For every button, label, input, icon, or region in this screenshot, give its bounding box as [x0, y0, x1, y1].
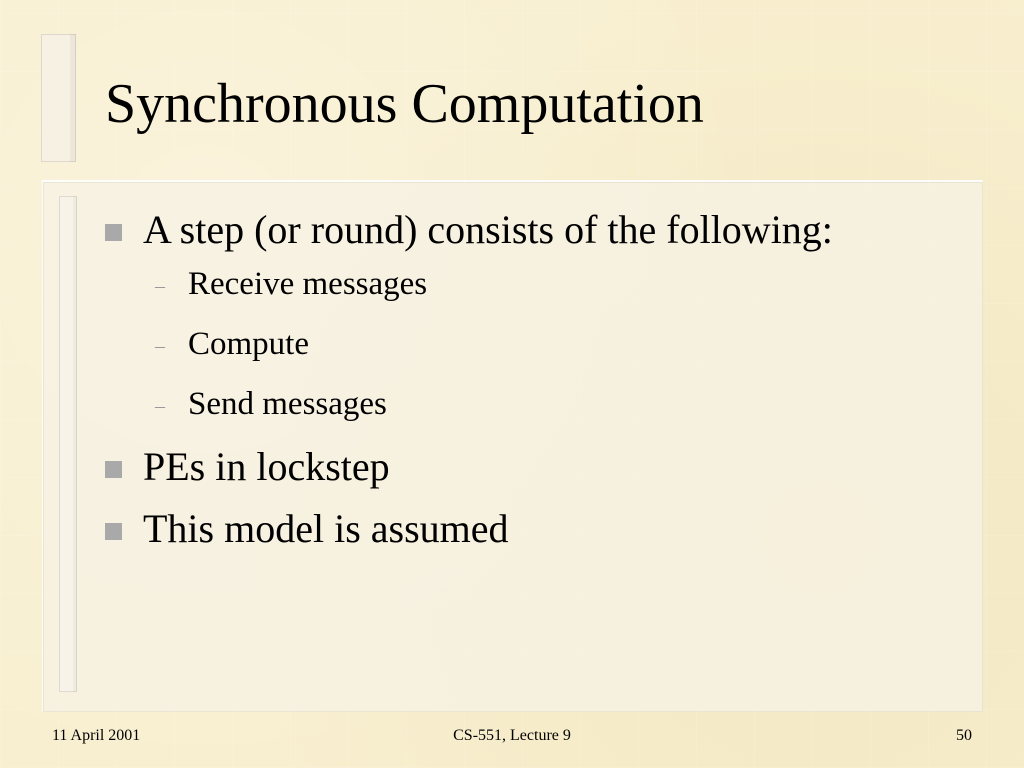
sub-bullet-item-receive — [155, 264, 965, 308]
dash-bullet-icon: – — [155, 395, 165, 417]
bullet-item-model — [105, 505, 965, 553]
square-bullet-icon — [105, 523, 122, 540]
dash-bullet-icon: – — [155, 335, 165, 357]
sub-bullet-text: Compute — [188, 326, 309, 362]
square-bullet-icon — [105, 224, 122, 241]
sub-bullet-item-compute — [155, 324, 965, 368]
slide-title: Synchronous Computation — [105, 73, 704, 135]
footer-course: CS-551, Lecture 9 — [453, 727, 571, 744]
bullet-list — [105, 206, 965, 553]
slide-footer — [0, 724, 1024, 748]
sub-bullet-text: Receive messages — [188, 266, 428, 302]
sub-bullet-text: Send messages — [188, 386, 387, 422]
sub-bullet-item-send — [155, 384, 965, 428]
title-decorative-bar — [41, 34, 76, 162]
square-bullet-icon — [105, 461, 122, 478]
bullet-text: This model is assumed — [143, 506, 509, 551]
dash-bullet-icon: – — [155, 275, 165, 297]
bullet-item-step — [105, 206, 965, 254]
bullet-text: PEs in lockstep — [143, 444, 390, 489]
footer-page-number: 50 — [956, 727, 972, 744]
bullet-item-lockstep — [105, 443, 965, 491]
content-decorative-bar — [59, 196, 77, 692]
bullet-text: A step (or round) consists of the following: — [143, 207, 833, 252]
footer-date: 11 April 2001 — [52, 727, 141, 744]
